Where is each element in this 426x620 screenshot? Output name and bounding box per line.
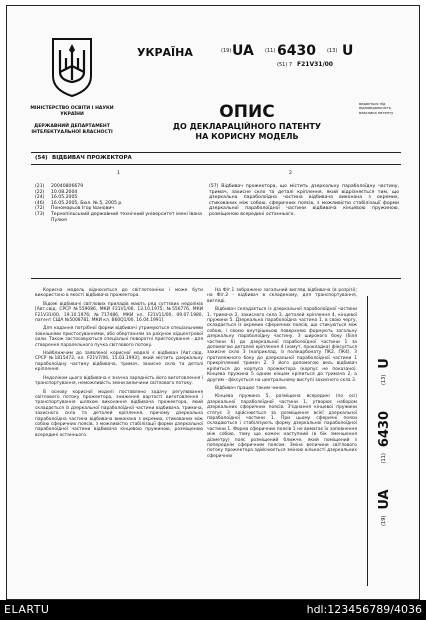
body-paragraph: Кінцева пружина 5, розміщена всередині (по осі) дзеркальної параболоїдної частини 1, утворює набором дзеркальних сферичних поясів. З'єднання кінцевої пружини стягує 3 здійснюється за розміщення всієї дзеркальної параболоїдної частини 1. При цьому сферичні пояси складаються і стабілізують форму дзеркальної параболоїдної частини 1. Форма сферичних поясів 1 не вимагає їх заповнення між собою, тому що кожен наступний (в бік зменшення діаметру) пояс розміщений ближче, який поміщений з попереднім сферичним поясом. Зміна величини світлового потоку прожектора здійснюється зміною кількості дзеркальних сферичних	[207, 394, 357, 459]
body-paragraph: Недоліком цього відбивача є значна зарядність його виготовлення і транспортування, неможливість зміни величини світлового потоку.	[35, 375, 203, 387]
trident-emblem-icon	[50, 36, 94, 98]
title-sub1: ДО ДЕКЛАРАЦІЙНОГО ПАТЕНТУ	[172, 122, 322, 131]
divider-body	[31, 278, 401, 279]
body-paragraph: Найближчим до заявленої корисної моделі є відбивач [Авт.свід. СРСР №1815472, кл. F21V7/06, 15.03.1993], який містить дзеркальну параболоїдну частину відбивача, тримач, захисне скло та деталі кріплення.	[35, 351, 203, 373]
biblio-list	[35, 184, 203, 223]
patent-number: 6430	[277, 43, 316, 59]
body-left-column	[35, 288, 203, 441]
ipc-code: F21V31/00	[297, 61, 333, 68]
side-note: видається під відповідальність власника патенту	[359, 102, 394, 115]
side-patent-code: (19) UA (11) 6430 (13) U	[376, 358, 392, 526]
biblio-item: (46) 16.05.2005, Бюл. № 5, 2005 р.	[35, 200, 123, 206]
doc-code-prefix: (19)	[221, 48, 232, 54]
status-bar	[0, 600, 426, 620]
biblio-item: (73) Тернопільський державний технічний університет імені Івана Пулюя	[35, 211, 202, 223]
column-number-2: 2	[289, 171, 292, 176]
title-sub2: НА КОРИСНУ МОДЕЛЬ	[195, 132, 299, 141]
body-paragraph: Корисна модель відноситься до світлотехніки і може бути використано в якості відбивача прожектора.	[35, 288, 203, 299]
number-prefix: (11)	[265, 48, 276, 54]
side-divider	[367, 296, 368, 586]
doc-code: UA	[232, 43, 254, 59]
status-left: ELARTU	[4, 603, 50, 616]
column-number-1: 1	[117, 171, 120, 176]
body-paragraph: Відомі відбивачі світлових приладів мають ряд суттєвих недоліків [Авт.свід. СРСР №559086, МКИ F21V1/06, 13.10.1975; №556776, МКИ F21V31/00, 19.10.1976; №717486, МКИ кл. F21V11/00, 09.07.1980, патент США №5008781, МКИ кл. B60Q1/00, 16.04.1991].	[35, 301, 203, 324]
divider-top	[31, 152, 401, 153]
biblio-item: (21) 20040806679	[35, 184, 84, 189]
department-name: ДЕРЖАВНИЙ ДЕПАРТАМЕНТ ІНТЕЛЕКТУАЛЬНОЇ ВЛАСНОСТІ	[31, 124, 113, 135]
body-paragraph: Відбивач працює таким чином.	[215, 385, 288, 391]
body-right-column	[207, 288, 357, 462]
title-main: ОПИС	[219, 102, 275, 122]
ministry-name: МІНІСТЕРСТВО ОСВІТИ І НАУКИ УКРАЇНИ	[30, 106, 114, 117]
body-paragraph: Для надання потрібної форми відбивачі утримуються спеціальними зовнішніми пристосуваннями, або обертанням за рахунок відцентрової сили. Також застосовуються спеціальні поворотні пристосування - для створення паралельного пучка світлового потоку.	[35, 326, 203, 348]
biblio-item: (24) 16.05.2005	[35, 195, 78, 201]
biblio-item: (22) 10.08.2004	[35, 189, 78, 195]
ipc-prefix: (51) 7	[277, 62, 293, 68]
invention-code: (54)	[35, 155, 48, 161]
patent-page	[6, 5, 420, 600]
body-paragraph: В основу корисної моделі поставлено задачу регулювання світлового потоку прожектора, зниження вартості виготовлення і транспортування шляхом виконання відбивача прожектора, який складається із дзеркальної параболоїдної частини відбивача, тримача, захисного скла та деталей кріплення, причому дзеркальна параболоїдна частина відбивача виконана з окремих, стикованих між собою сферичних поясів, з можливістю стабілізації форми дзеркальної параболоїдної частини відбивача кінцевою пружиною, розміщеною всередині останнього.	[35, 389, 203, 438]
invention-name: ВІДБИВАЧ ПРОЖЕКТОРА	[52, 155, 132, 161]
kind-prefix: (13)	[327, 48, 338, 54]
biblio-item: (72) Пономарьов Ігор Іванович	[35, 206, 115, 212]
kind-code: U	[342, 43, 354, 59]
body-paragraph: Відбивач складається із дзеркальної параболоїдної частини 1, тримача 2, захисного скла 3, деталей кріплення 4, кінцевої пружини 5. Дзеркальна параболоїдна частина 1, в свою чергу, складається із окремих сферичних поясів, що стикуються між собою, і своєю внутрішньою поверхнею формують загальну дзеркальну параболоїдну частину. З широкого боку (біля частини 6) до дзеркальної параболоїдної частини 1 за допомогою деталей кріплення 4 (хомут, прокладка) фіксується захисне скло 3 (наприклад, із полікарбонату ПК2, ПК4). З протилежного боку до дзеркальної параболоїдної частини 1 прикріплений тримач 2. З його допомогою весь відбивач кріпиться до корпуса прожектора (корпус не показано). Кінцева пружина 5 одним кінцем кріпиться до тримача 2, а другим - фіксується на центральному виступі захисного скла 3.	[207, 307, 357, 383]
body-paragraph: На Фіг.1 зображено загальний вигляд відбивача (в розрізі); на Фіг.2 - відбивач в складеному, для транспортування, вигляді.	[207, 288, 357, 304]
country-name: УКРАЇНА	[137, 46, 193, 59]
claim: (57) Відбивач прожектора, що містить дзеркальну параболоїдну частину, тримач, захисне скло та деталі кріплення, який відрізняється тим, що дзеркальна параболоїдна частина відбивача виконана з окремих, стикованих між собою, сферичних поясів, з можливістю стабілізації форми дзеркальної параболоїдної частини відбивача кінцевою пружиною, розміщеною всередині останнього.	[209, 184, 399, 217]
divider-mid	[31, 164, 401, 165]
status-right: hdl:123456789/4036	[306, 603, 422, 616]
